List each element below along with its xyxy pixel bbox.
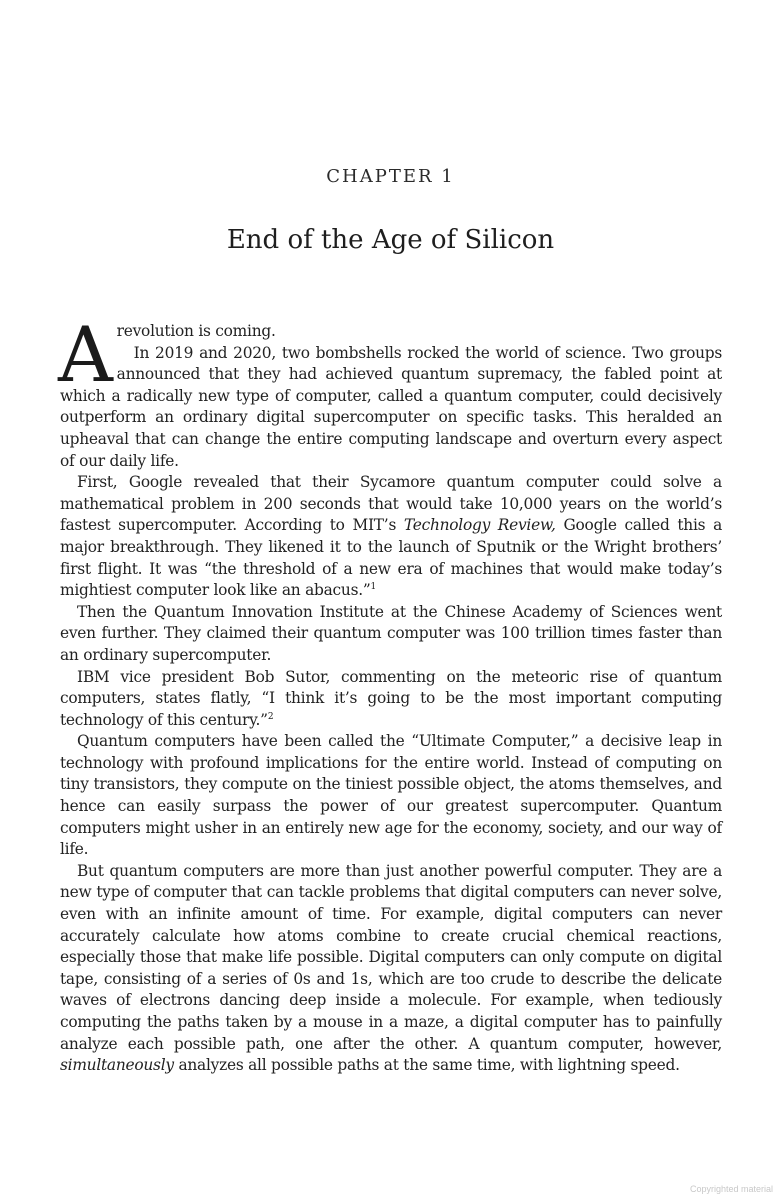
chapter-label: CHAPTER 1 — [326, 166, 455, 187]
chapter-title: End of the Age of Silicon — [226, 225, 555, 255]
copyright-watermark: Copyrighted material — [689, 1184, 773, 1194]
paragraph-ibm-sutor: IBM vice president Bob Sutor, commenting on the meteoric rise of quantum computers, states flatly, “I think it’s going to be the most important computing technology of this century.”$^2$ — [60, 667, 722, 729]
footnote-ref-2: 2 — [267, 711, 274, 722]
paragraph-quantum-supremacy: In 2019 and 2020, two bombshells rocked the world of science. Two groups announced that they had achieved quantum supremacy, the fabled point at which a radically new type of computer, called a quantum computer, could decisively outperform an ordinary digital supercomputer on specific tasks. This heralded an upheaval that can change the entire computing landscape and overturn every aspect of our daily life. — [60, 343, 722, 470]
paragraph-opening-text: revolution is coming. — [116, 322, 276, 340]
publication-title: Technology Review, — [403, 516, 556, 535]
footnote-ref-1: 1 — [370, 582, 376, 592]
paragraph-opening — [58, 310, 722, 399]
paragraph-google-sycamore: First, Google revealed that their Sycamore quantum computer could solve a mathematical problem in 200 seconds that would take 10,000 years on the world’s fastest supercomputer. According to MIT’s Technology Review, Google called this a major breakthrough. They likened it to the launch of Sputnik or the Wright brothers’ first flight. It was “the threshold of a new era of machines that would make today’s mightiest computer look like an abacus.”$^1$ — [60, 473, 722, 600]
emphasis-simultaneously: simultaneously — [60, 1056, 174, 1075]
drop-cap: A — [58, 310, 113, 399]
paragraph-chinese-academy: Then the Quantum Innovation Institute at the Chinese Academy of Sciences went even further. They claimed their quantum computer was 100 trillion times faster than an ordinary supercomputer. — [60, 602, 722, 664]
chapter-body — [58, 310, 722, 1077]
paragraph-new-type-computer: But quantum computers are more than just another powerful computer. They are a new type of computer that can tackle problems that digital computers can never solve, even with an infinite amount of time. For example, digital computers can never accurately calculate how atoms combine to create crucial chemical reactions, especially those that make life possible. Digital computers can only compute on digital tape, consisting of a series of 0s and 1s, which are too crude to describe the delicate waves of electrons dancing deep inside a molecule. For example, when tediously computing the paths taken by a mouse in a maze, a digital computer has to painfully analyze each possible path, one after the other. A quantum computer, however, simultaneously analyzes all possible paths at the same time, with lightning speed. — [60, 861, 722, 1075]
paragraph-ultimate-computer: Quantum computers have been called the “Ultimate Computer,” a decisive leap in technology with profound implications for the entire world. Instead of computing on tiny transistors, they compute on the tiniest possible object, the atoms themselves, and hence can easily surpass the power of our greatest supercomputer. Quantum computers might usher in an entirely new age for the economy, society, and our way of life. — [60, 732, 722, 859]
